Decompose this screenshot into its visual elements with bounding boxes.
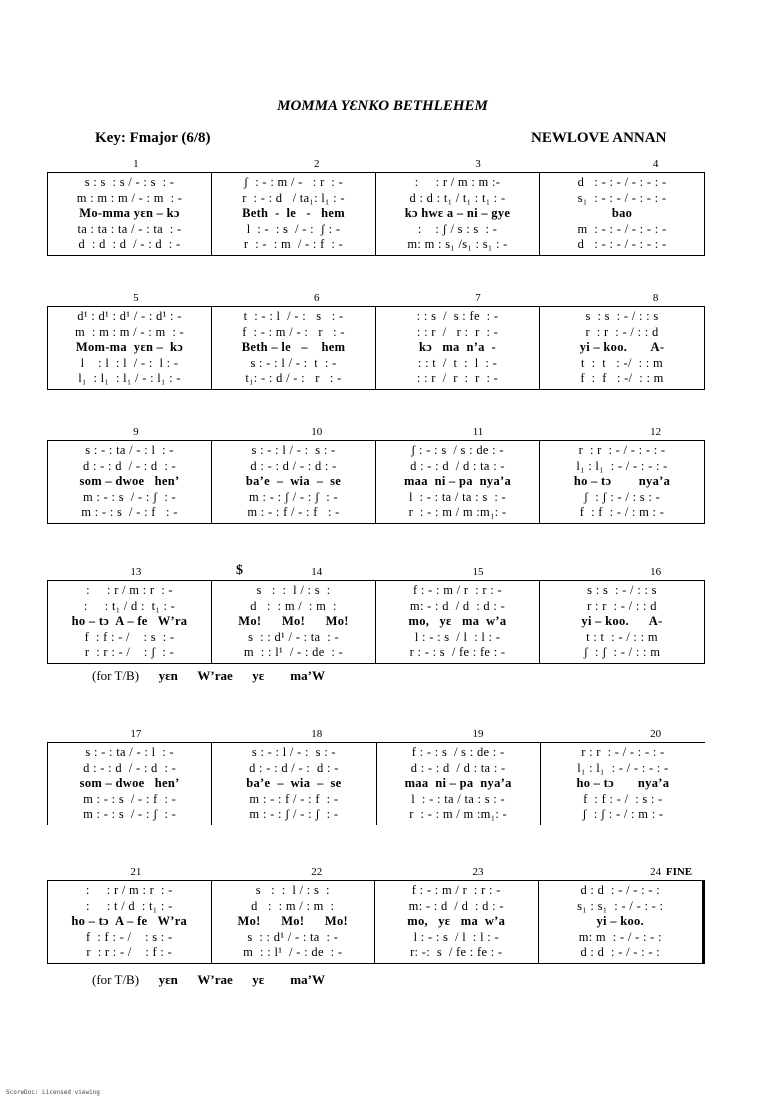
solfa-line: d : d : - / - : - :: [580, 883, 661, 897]
solfa-line: d : - : d / - : d : -: [249, 760, 339, 775]
tenor-bass-label: (for T/B): [92, 668, 140, 683]
solfa-line: f : - : m / r : r : -: [413, 583, 502, 597]
solfa-line: s : - : ta / - : l : -: [85, 443, 174, 457]
measure: [540, 441, 704, 523]
lyric-line: ba’e – wia – se: [245, 474, 342, 489]
tenor-bass-word: yɛn: [158, 972, 178, 987]
tenor-bass-word: yɛ: [252, 668, 265, 683]
measure: [377, 743, 541, 825]
solfa-line: r : r : - / - : - : -: [578, 443, 666, 457]
solfa-line: s : : l / : s :: [255, 883, 330, 897]
solfa-line: m : : l¹ / - : de : -: [243, 945, 343, 960]
solfa-line: s : s : s / - : s : -: [84, 175, 175, 189]
solfa-line: d : : m / : m :: [251, 898, 335, 913]
solfa-line: d : - : d / d : ta : -: [410, 458, 505, 473]
solfa-line: l : - : ta / ta : s : -: [411, 791, 505, 806]
measure-grid: [47, 306, 705, 390]
measure: [212, 881, 376, 963]
solfa-line: ʃ : - : m / - : r : -: [243, 175, 344, 189]
solfa-line: f : f : - / : s : -: [86, 929, 173, 944]
solfa-line: t : - : l / - : s : -: [243, 309, 344, 323]
measure-grid: [47, 742, 705, 825]
lyric-line: kɔ ma n’a -: [418, 340, 497, 355]
tenor-bass-word: W’rae: [197, 972, 233, 987]
measure-number: 12: [650, 426, 662, 438]
tenor-bass-word: W’rae: [197, 668, 233, 683]
solfa-line: l : - : s / - : ʃ : -: [246, 221, 341, 236]
solfa-line: s : s : - / : : s: [587, 583, 657, 597]
solfa-line: m : - : s / - : f : -: [81, 505, 178, 520]
solfa-line: f : - : m / r : r : -: [411, 883, 501, 897]
measure-number: 8: [652, 292, 659, 304]
solfa-line: : : r / m : r : -: [85, 883, 173, 897]
measure: [376, 581, 540, 663]
solfa-line: s : : d¹ / - : ta : -: [247, 929, 339, 944]
measure-number: 21: [130, 866, 142, 878]
solfa-line: s : - : l / - : t : -: [250, 355, 337, 370]
measure-number: 5: [133, 292, 139, 304]
measure-number: 24: [650, 866, 662, 878]
measure-number: 6: [314, 292, 320, 304]
solfa-line: d : d : - / - : - :: [580, 945, 661, 960]
solfa-line: r : - : m / m :m₁: -: [409, 807, 508, 822]
composer-name: NEWLOVE ANNAN: [531, 130, 667, 146]
solfa-line: : : ʃ / s : s : -: [417, 221, 498, 236]
solfa-line: s₁ : - : - / - : - : -: [577, 190, 667, 205]
measure-number: 3: [475, 158, 481, 170]
measure-numbers: [47, 158, 705, 172]
measure: [212, 581, 376, 663]
solfa-line: : : t / d : t₁ : -: [85, 898, 173, 913]
solfa-line: r : - : m / - : f : -: [243, 237, 344, 252]
lyric-line: Beth - le - hem: [242, 206, 345, 221]
lyric-line: maa ni – pa nya’a: [404, 776, 512, 791]
lyric-line: ho – tɔ A – fe W’ra: [71, 614, 188, 629]
measure-number: 10: [311, 426, 323, 438]
solfa-line: d : - : d / - : d : -: [83, 760, 177, 775]
solfa-line: t : t : -/ : : m: [581, 355, 663, 370]
lyric-line: bao: [611, 206, 633, 221]
measure-number: 20: [650, 728, 662, 740]
solfa-line: m : : l¹ / - : de : -: [243, 645, 344, 660]
measure: [539, 881, 703, 963]
lyric-line: som – dwoe hen’: [79, 776, 180, 791]
measure: [376, 441, 540, 523]
measure: [541, 743, 705, 825]
tenor-bass-lyrics: [92, 972, 325, 988]
solfa-line: : : r / r : r : -: [416, 324, 499, 339]
measure-grid: [47, 440, 705, 524]
solfa-line: : : t₁ / d : t₁ : -: [83, 598, 176, 613]
measure-number: 23: [472, 866, 484, 878]
measure-number: 1: [133, 158, 139, 170]
solfa-line: t : t : - / : : m: [586, 629, 658, 644]
measure: [212, 441, 376, 523]
solfa-line: l : - : s / l : l : -: [414, 629, 501, 644]
measure-number: 9: [133, 426, 139, 438]
measure-numbers: [47, 866, 705, 880]
score-system: [47, 728, 705, 825]
lyric-line: mo, yɛ ma w’a: [407, 914, 506, 929]
lyric-line: maa ni – pa nya’a: [403, 474, 512, 489]
lyric-line: Beth – le – hem: [241, 340, 346, 355]
measure-number: 11: [472, 426, 484, 438]
solfa-line: f : f : - / : m : -: [579, 505, 665, 520]
solfa-line: m : - : ʃ / - : ʃ : -: [249, 807, 339, 822]
solfa-line: m: m : s₁ /s₁ : s₁ : -: [407, 237, 508, 252]
measure-number: 7: [475, 292, 481, 304]
score-system: [47, 158, 705, 256]
score-system: [47, 563, 705, 664]
solfa-line: m: - : d / d : d : -: [408, 898, 504, 913]
solfa-line: d : - : - / - : - : -: [577, 175, 667, 189]
tenor-bass-word: yɛn: [158, 668, 178, 683]
solfa-line: ta : ta : ta / - : ta : -: [77, 221, 182, 236]
solfa-line: l₁ : l₁ : - / - : - : -: [577, 760, 669, 775]
solfa-line: r : r : - / : f : -: [86, 945, 173, 960]
measure-numbers: [47, 563, 705, 580]
measure-numbers: [47, 292, 705, 306]
lyric-line: mo, yɛ ma w’a: [408, 614, 507, 629]
solfa-line: t₁: - : d / - : r : -: [245, 371, 342, 386]
key-signature: Key: Fmajor (6/8): [95, 130, 211, 146]
solfa-line: m: - : d / d : d : -: [409, 598, 506, 613]
solfa-line: d : d : d / - : d : -: [78, 237, 181, 252]
solfa-line: s₁ : s₁ : - / - : - :: [577, 898, 664, 913]
solfa-line: l₁ : l₁ : - / - : - : -: [576, 458, 668, 473]
lyric-line: Mo-mma yɛn – kɔ: [79, 206, 180, 221]
measure-number: 13: [130, 566, 142, 578]
lyric-line: yi – koo.: [596, 914, 644, 929]
solfa-line: m: m : - / - : - :: [578, 929, 662, 944]
solfa-line: s : : l / : s :: [256, 583, 331, 597]
solfa-line: m : - : s / - : f : -: [83, 791, 177, 806]
measure-numbers: [47, 728, 705, 742]
tenor-bass-word: ma’W: [290, 668, 325, 683]
measure-number: 17: [130, 728, 142, 740]
measure-number: 15: [472, 566, 484, 578]
solfa-line: l : - : s / l : l : -: [413, 929, 499, 944]
solfa-line: ʃ : ʃ : - / : : m: [583, 645, 661, 660]
score-system: [47, 426, 705, 524]
solfa-line: f : f : - / : s : -: [84, 629, 175, 644]
solfa-line: : : r / m : r : -: [86, 583, 173, 597]
solfa-line: s : s : - / : : s: [585, 309, 659, 323]
measure: [376, 173, 540, 255]
solfa-line: : : s / s : fe : -: [416, 309, 499, 323]
solfa-line: m : m : m / - : m : -: [75, 324, 184, 339]
solfa-line: f : f : -/ : : m: [580, 371, 664, 386]
solfa-line: r : r : - / : ʃ : -: [84, 645, 175, 660]
solfa-line: ʃ : - : s / s : de : -: [411, 443, 504, 457]
solfa-line: f : f : - / : s : -: [583, 791, 663, 806]
measure-number: 14: [311, 566, 323, 578]
solfa-line: r : - : s / fe : fe : -: [409, 645, 506, 660]
measure: [540, 173, 704, 255]
solfa-line: d : - : d / - : d : -: [250, 458, 337, 473]
tenor-bass-word: yɛ: [252, 972, 265, 987]
song-title: MOMMA YƐNKO BETHLEHEM: [277, 98, 488, 114]
lyric-line: Mo! Mo! Mo!: [238, 614, 349, 629]
solfa-line: d : - : - / - : - : -: [577, 237, 667, 252]
solfa-line: m : m : m / - : m : -: [76, 190, 183, 205]
solfa-line: s : : d¹ / - : ta : -: [248, 629, 339, 644]
tenor-bass-word: ma’W: [290, 972, 325, 987]
measure-number: 2: [314, 158, 320, 170]
measure: [375, 881, 539, 963]
lyric-line: Mom-ma yɛn – kɔ: [75, 340, 184, 355]
solfa-line: : : t / t : l : -: [417, 355, 498, 370]
measure-number: 22: [311, 866, 323, 878]
solfa-line: m : - : - / - : - : -: [577, 221, 667, 236]
fine-mark: FINE: [665, 866, 693, 878]
footer-watermark: ScoreDoc: Licensed viewing: [6, 1089, 100, 1096]
lyric-line: som – dwoe hen’: [79, 474, 180, 489]
measure: [212, 173, 376, 255]
measure-number: 18: [311, 728, 323, 740]
solfa-line: : : r / r : r : -: [416, 371, 499, 386]
measure: [376, 307, 540, 389]
measure-number: 4: [652, 158, 659, 170]
solfa-line: r: -: s / fe : fe : -: [410, 945, 503, 960]
solfa-line: d : - : d / d : ta : -: [410, 760, 506, 775]
solfa-line: m : - : f / - : f : -: [247, 505, 340, 520]
measure: [540, 307, 704, 389]
solfa-line: r : r : - / : : d: [587, 598, 657, 613]
solfa-line: d : - : d / - : d : -: [82, 458, 176, 473]
score-system: [47, 292, 705, 390]
measure: [212, 743, 376, 825]
lyric-line: kɔ hwɛ a – ni – gye: [404, 206, 511, 221]
lyric-line: ho – tɔ nya’a: [573, 474, 671, 489]
solfa-line: r : - : d / ta₁: l₁ : -: [242, 190, 345, 205]
lyric-line: Mo! Mo! Mo!: [237, 914, 348, 929]
measure: [48, 173, 212, 255]
lyric-line: yi – koo. A-: [581, 614, 663, 629]
lyric-line: yi – koo. A-: [579, 340, 665, 355]
solfa-line: : : r / m : m :-: [414, 175, 501, 189]
measure: [48, 743, 212, 825]
solfa-line: d¹ : d¹ : d¹ / - : d¹ : -: [77, 309, 182, 323]
measure: [48, 581, 212, 663]
solfa-line: s : - : l / - : s : -: [251, 443, 336, 457]
measure: [48, 441, 212, 523]
solfa-line: d : : m / : m :: [250, 598, 337, 613]
solfa-line: m : - : s / - : ʃ : -: [83, 807, 177, 822]
segno-mark: $: [236, 563, 243, 578]
measure-grid: [47, 172, 705, 256]
solfa-line: l : l : l / - : l : -: [80, 355, 179, 370]
solfa-line: f : - : s / s : de : -: [411, 745, 505, 759]
score-system: [47, 866, 705, 964]
solfa-line: l₁ : l₁ : l₁ / - : l₁ : -: [78, 371, 181, 386]
lyric-line: ba’e – wia – se: [246, 776, 342, 791]
solfa-line: r : r : - / - : - : -: [581, 745, 665, 759]
lyric-line: ho – tɔ nya’a: [576, 776, 670, 791]
solfa-line: d : d : t₁ / t₁ : t₁ : -: [409, 190, 506, 205]
measure-grid: [47, 580, 705, 664]
measure-number: 19: [472, 728, 484, 740]
measure-grid: [47, 880, 705, 964]
tenor-bass-lyrics: [92, 668, 325, 684]
solfa-line: f : - : m / - : r : -: [242, 324, 345, 339]
measure-numbers: [47, 426, 705, 440]
lyric-line: ho – tɔ A – fe W’ra: [71, 914, 188, 929]
solfa-line: s : - : ta / - : l : -: [85, 745, 174, 759]
solfa-line: ʃ : ʃ : - / : s : -: [583, 489, 661, 504]
solfa-line: m : - : f / - : f : -: [249, 791, 339, 806]
solfa-line: m : - : s / - : ʃ : -: [82, 489, 176, 504]
solfa-line: s : - : l / - : s : -: [251, 745, 336, 759]
solfa-line: m : - : ʃ / - : ʃ : -: [249, 489, 338, 504]
measure: [48, 881, 212, 963]
solfa-line: l : - : ta / ta : s : -: [408, 489, 507, 504]
solfa-line: r : r : - / : : d: [585, 324, 659, 339]
solfa-line: r : - : m / m :m₁: -: [408, 505, 507, 520]
measure-number: 16: [650, 566, 662, 578]
tenor-bass-label: (for T/B): [92, 972, 140, 987]
measure: [48, 307, 212, 389]
measure: [212, 307, 376, 389]
measure: [540, 581, 704, 663]
solfa-line: ʃ : ʃ : - / : m : -: [582, 807, 664, 822]
